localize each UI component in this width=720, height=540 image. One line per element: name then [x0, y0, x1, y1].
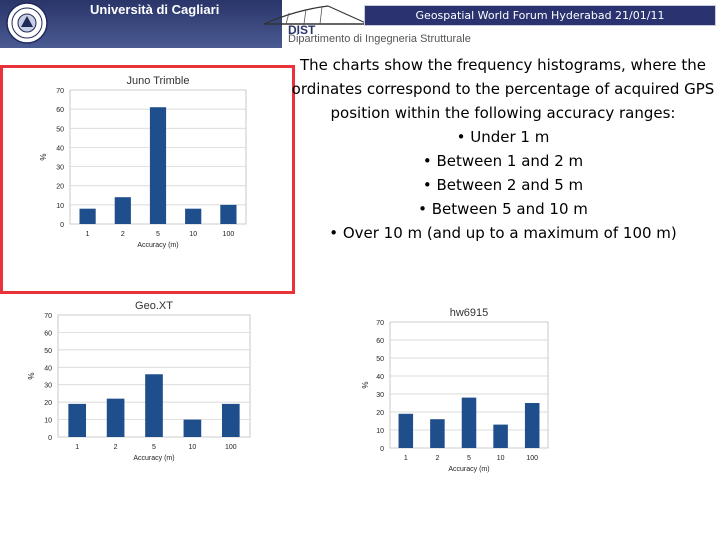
bar: [220, 205, 236, 224]
y-tick-label: 50: [44, 347, 52, 355]
chart-title: Juno Trimble: [126, 75, 190, 87]
x-tick-label: 5: [467, 455, 471, 462]
x-tick-label: 1: [85, 231, 90, 238]
bridge-logo-icon: [256, 2, 376, 28]
department-abbreviation: DIST: [288, 23, 316, 37]
bar: [184, 420, 202, 437]
x-tick-label: 10: [496, 455, 505, 462]
accuracy-range-list: [286, 125, 720, 245]
x-axis-label: Accuracy (m): [133, 455, 175, 462]
y-tick-label: 0: [48, 435, 52, 442]
department-name: Dipartimento di Ingegneria Strutturale: [288, 33, 471, 45]
y-tick-label: 40: [376, 374, 384, 381]
chart-title: hw6915: [449, 307, 489, 319]
y-axis-label: %: [27, 372, 36, 380]
accuracy-range-item: • Between 1 and 2 m: [286, 149, 720, 173]
geoxt-chart: [24, 295, 260, 465]
x-tick-label: 100: [224, 444, 237, 451]
y-tick-label: 30: [376, 392, 384, 399]
bar: [185, 209, 201, 224]
university-name: Università di Cagliari: [90, 2, 220, 17]
bar: [493, 425, 508, 448]
x-tick-label: 10: [189, 231, 198, 238]
bar: [462, 398, 477, 448]
y-tick-label: 0: [60, 222, 64, 229]
bar: [80, 209, 96, 224]
y-tick-label: 70: [44, 313, 52, 320]
x-tick-label: 2: [120, 231, 125, 238]
y-tick-label: 0: [380, 446, 384, 453]
conference-banner: Geospatial World Forum Hyderabad 21/01/11: [364, 5, 716, 26]
accuracy-range-item: • Between 5 and 10 m: [286, 197, 720, 221]
chart-title: Geo.XT: [135, 300, 173, 312]
y-tick-label: 10: [44, 417, 52, 425]
x-tick-label: 1: [403, 455, 408, 462]
y-tick-label: 40: [56, 145, 64, 153]
x-tick-label: 2: [435, 455, 440, 462]
bar: [525, 403, 540, 448]
accuracy-range-item: • Under 1 m: [286, 125, 720, 149]
y-axis-label: %: [39, 153, 48, 161]
x-tick-label: 10: [188, 444, 197, 451]
y-tick-label: 70: [376, 320, 384, 327]
y-tick-label: 50: [376, 356, 384, 363]
y-tick-label: 50: [56, 126, 64, 134]
y-tick-label: 40: [44, 365, 52, 373]
y-tick-label: 60: [56, 107, 64, 115]
y-tick-label: 10: [376, 428, 384, 435]
juno-trimble-chart: [36, 72, 256, 252]
y-tick-label: 60: [44, 330, 52, 338]
description: [286, 53, 720, 245]
x-tick-label: 5: [156, 231, 160, 238]
x-tick-label: 1: [75, 444, 80, 451]
accuracy-range-item: • Between 2 and 5 m: [286, 173, 720, 197]
x-tick-label: 100: [526, 455, 539, 462]
bar: [399, 414, 414, 448]
x-tick-label: 100: [222, 231, 235, 238]
bar: [150, 107, 166, 224]
accuracy-range-item: • Over 10 m (and up to a maximum of 100 m): [286, 221, 720, 245]
y-tick-label: 30: [56, 164, 64, 172]
university-banner: [0, 0, 282, 48]
bar: [222, 404, 240, 437]
bar: [145, 374, 163, 437]
x-tick-label: 5: [152, 444, 156, 451]
university-seal-icon: [6, 2, 48, 44]
y-tick-label: 60: [376, 338, 384, 345]
y-tick-label: 10: [56, 202, 64, 210]
bar: [107, 399, 125, 437]
x-tick-label: 2: [113, 444, 118, 451]
y-tick-label: 20: [376, 410, 384, 417]
bar: [430, 419, 445, 448]
y-tick-label: 20: [44, 400, 52, 408]
y-tick-label: 70: [56, 88, 64, 95]
x-axis-label: Accuracy (m): [448, 466, 490, 473]
slide-header: [0, 0, 720, 48]
bar: [68, 404, 86, 437]
bar: [115, 197, 131, 224]
y-tick-label: 20: [56, 183, 64, 191]
x-axis-label: Accuracy (m): [137, 242, 179, 249]
y-axis-label: %: [361, 381, 370, 389]
y-tick-label: 30: [44, 382, 52, 390]
hw6915-chart: [358, 302, 558, 472]
description-intro: The charts show the frequency histograms, where the ordinates correspond to the percentage of acquired GPS position within the following accuracy ranges:: [291, 56, 715, 122]
